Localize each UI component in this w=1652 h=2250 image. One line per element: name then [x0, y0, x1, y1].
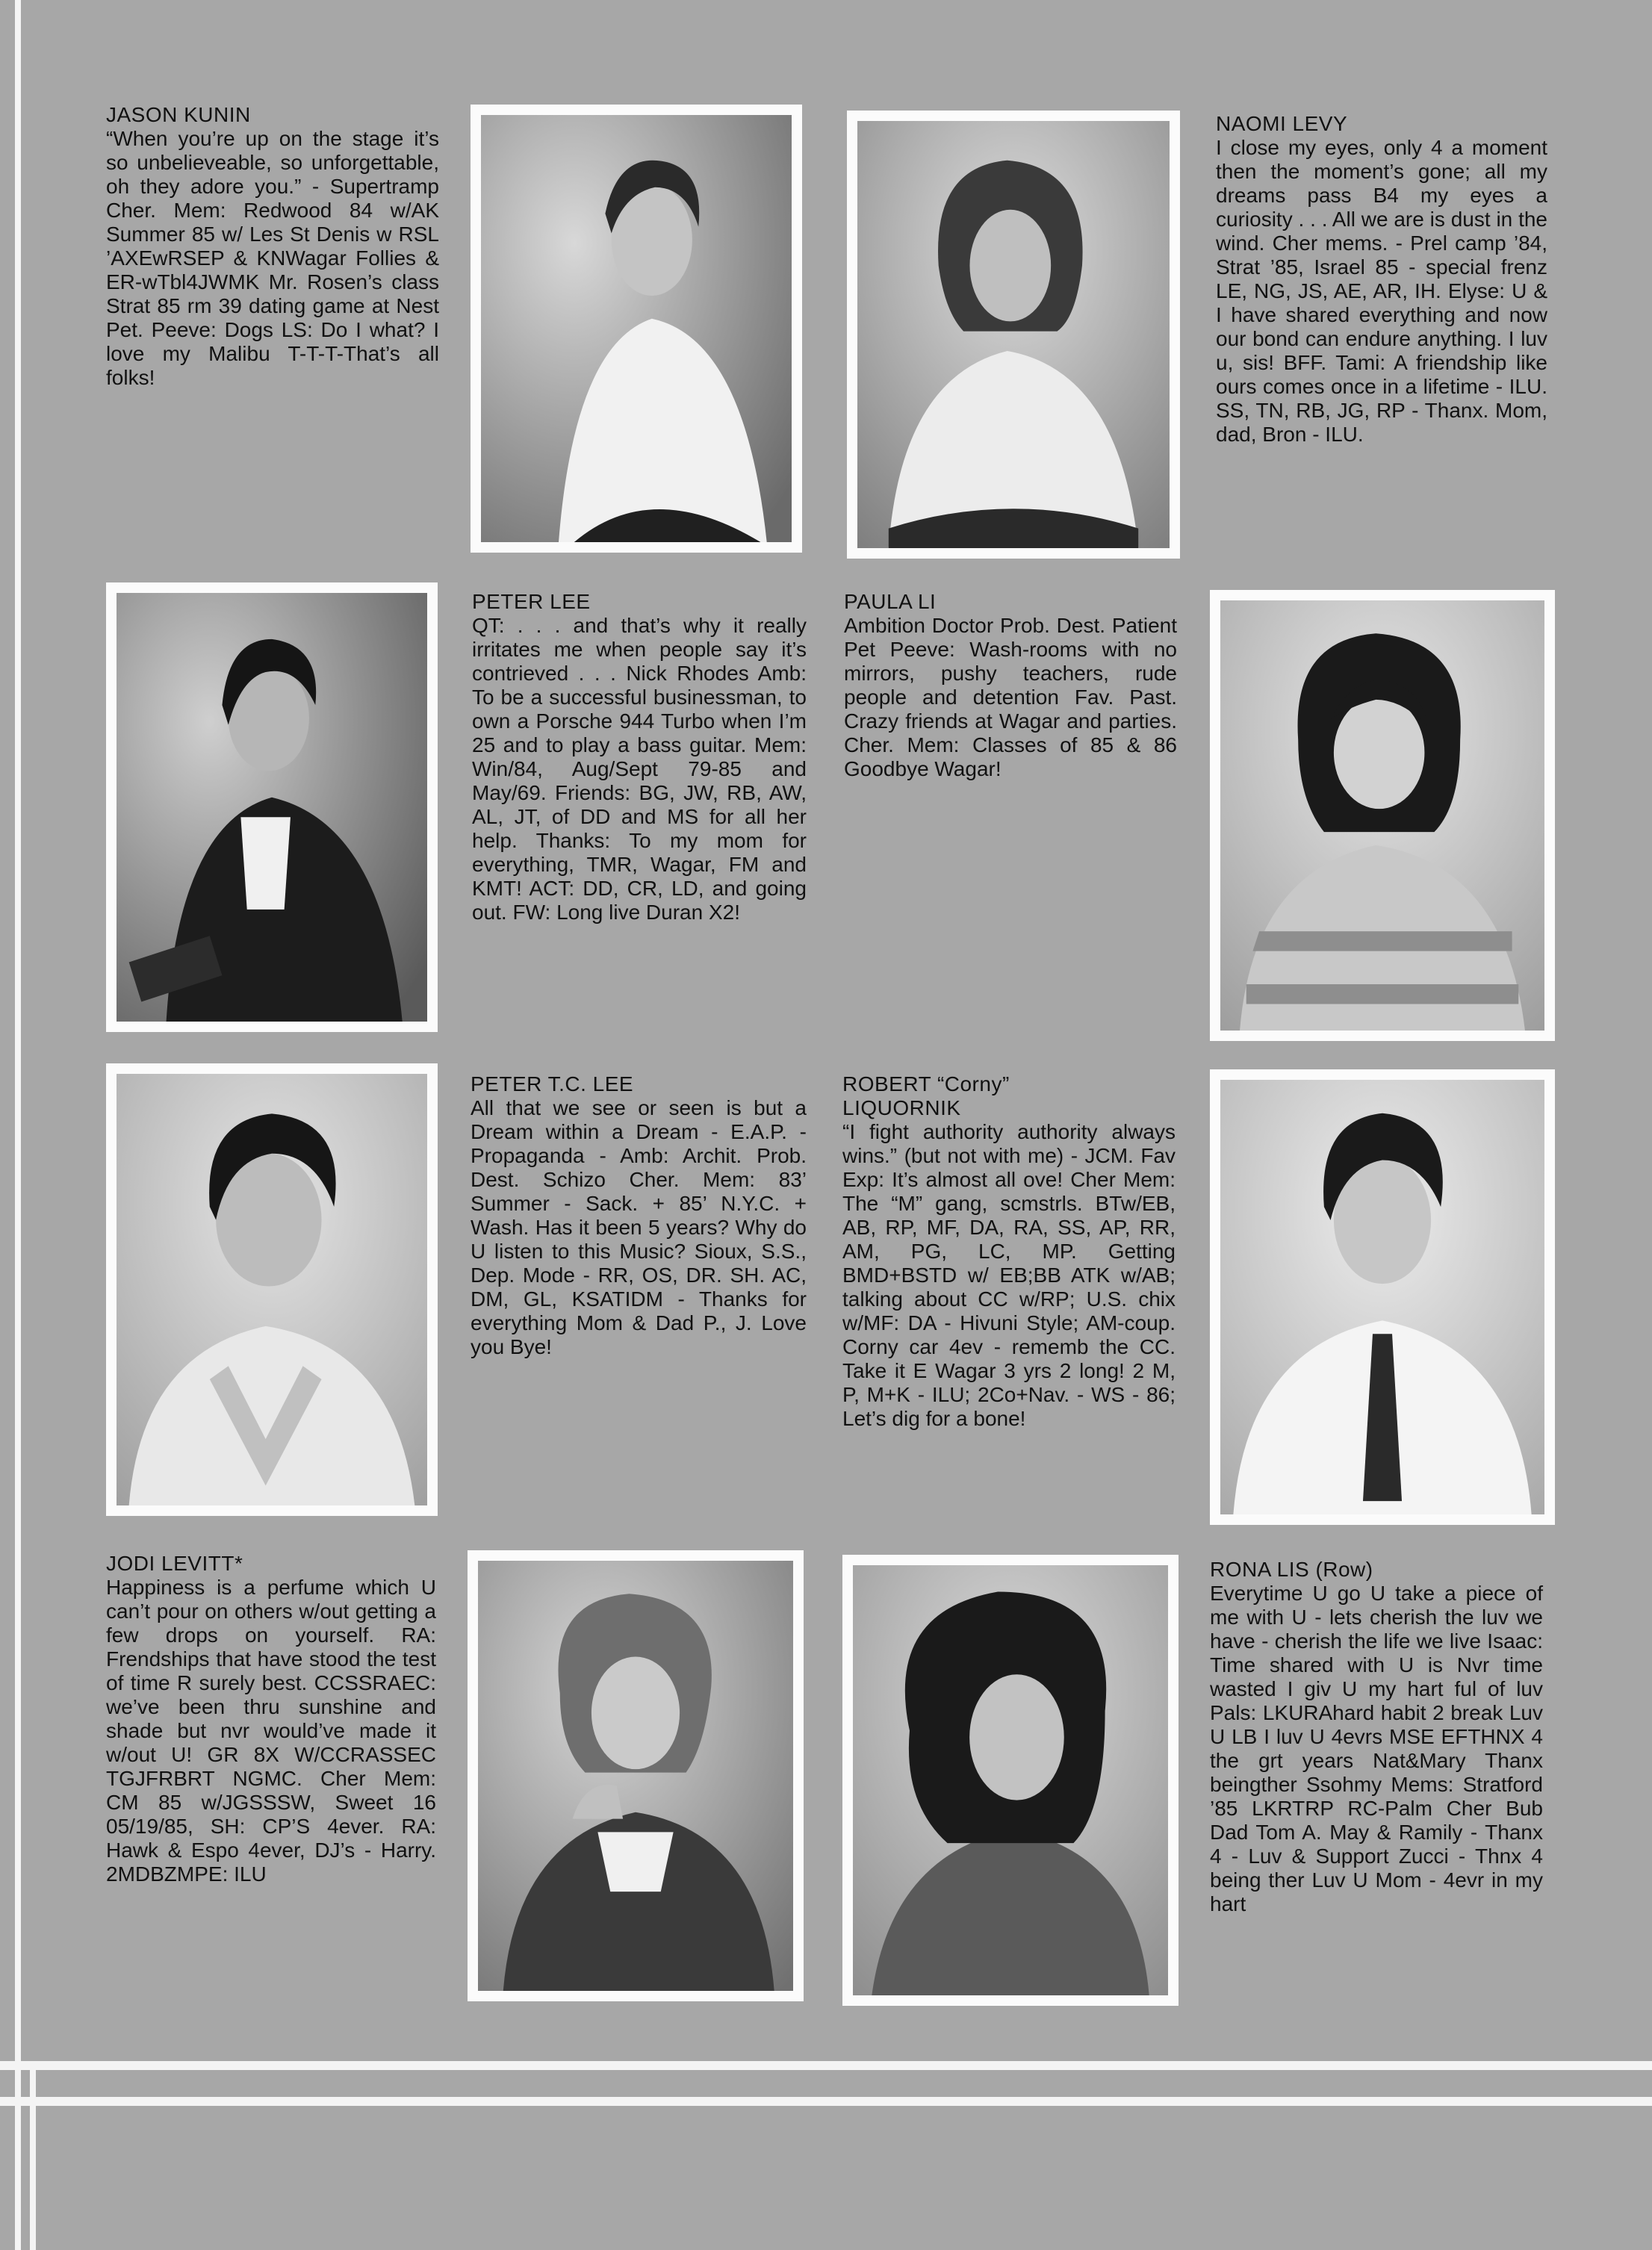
portrait-image	[481, 115, 792, 542]
student-name: JODI LEVITT*	[106, 1552, 243, 1575]
student-photo-naomi-levy	[847, 111, 1180, 559]
footer-rule-top	[0, 2061, 1652, 2070]
student-name: JASON KUNIN	[106, 103, 251, 126]
student-quote: Happiness is a perfume which U can’t pour on others w/out getting a few drops on yourself. RA: Frendships that have stood the test of time R surely best. CCSSRAEC: we’ve been thru sunshine and shade but nvr would’ve made it w/out U! GR 8X W/CCRASSEC TGJFRBRT NGMC. Cher Mem: CM 85 w/JGSSSW, Sweet 16 05/19/85, SH: CP’S 4ever. RA: Hawk & Espo 4ever, DJ’s - Harry. 2MDBZMPE: ILU	[106, 1576, 436, 1886]
left-border-rule	[15, 0, 21, 2250]
student-photo-peter-tc-lee	[106, 1063, 438, 1516]
student-name: ROBERT “Corny” LIQUORNIK	[842, 1072, 1010, 1119]
student-photo-peter-lee	[106, 582, 438, 1032]
student-bio-peter-tc-lee	[471, 1072, 807, 1359]
student-name: PETER LEE	[472, 590, 591, 613]
student-quote: All that we see or seen is but a Dream within a Dream - E.A.P. - Propaganda - Amb: Archit. Prob. Dest. Schizo Cher. Mem: 83’ Summer - Sack. + 85’ N.Y.C. + Wash. Has it been 5 years? Why do U listen to this Music? Sioux, S.S., Dep. Mode - RR, OS, DR. SH. AC, DM, GL, KSATIDM - Thanks for everything Mom & Dad P., J. Love you Bye!	[471, 1096, 807, 1358]
portrait-image	[853, 1565, 1168, 1995]
student-photo-paula-li	[1210, 590, 1555, 1041]
student-bio-rona-lis	[1210, 1558, 1543, 1916]
student-quote: Ambition Doctor Prob. Dest. Patient Pet Peeve: Wash-rooms with no mirrors, pushy teachers, rude people and detention Fav. Past. Crazy friends at Wagar and parties. Cher. Mem: Classes of 85 & 86 Goodbye Wagar!	[844, 614, 1177, 780]
portrait-image	[478, 1561, 793, 1991]
student-quote: “When you’re up on the stage it’s so unbelieveable, so unforgettable, oh they adore you.” - Supertramp Cher. Mem: Redwood 84 w/AK Summer 85 w/ Les St Denis w RSL ’AXEwRSEP & KNWagar Follies & ER-wTbl4JWMK Mr. Rosen’s class Strat 85 rm 39 dating game at Nest Pet. Peeve: Dogs LS: Do I what? I love my Malibu T-T-T-That’s all folks!	[106, 127, 439, 389]
student-quote: “I fight authority authority always wins.” (but not with me) - JCM. Fav Exp: It’s almost all ove! Cher Mem: The “M” gang, scmstrls. BTw/EB, AB, RP, MF, DA, RA, SS, AP, RR, AM, PG, LC, MP. Getting BMD+BSTD w/ EB;BB ATK w/AB; talking about CC w/RP; U.S. chix w/MF: DA - Hivuni Style; AM-coup. Corny car 4ev - rememb the CC. Take it E Wagar 3 yrs 2 long! 2 M, P, M+K - ILU; 2Co+Nav. - WS - 86; Let’s dig for a bone!	[842, 1120, 1176, 1430]
student-name: NAOMI LEVY	[1216, 112, 1348, 135]
student-quote: QT: . . . and that’s why it really irritates me when people say it’s contrieved . . . Nick Rhodes Amb: To be a successful businessman, to own a Porsche 944 Turbo when I’m 25 and to play a bass guitar. Mem: Win/84, Aug/Sept 79-85 and May/69. Friends: BG, JW, RB, AW, AL, JT, of DD and MS for all her help. Thanks: To my mom for everything, TMR, Wagar, FM and KMT! ACT: DD, CR, LD, and going out. FW: Long live Duran X2!	[472, 614, 807, 924]
student-photo-jason-kunin	[471, 105, 802, 553]
portrait-image	[857, 121, 1170, 548]
student-quote: Everytime U go U take a piece of me with U - lets cherish the luv we have - cherish the life we live Isaac: Time shared with U is Nvr time wasted I giv U my hart ful of luv Pals: LKURAhard habit 2 break Luv U LB I luv U 4evrs MSE EFTHNX 4 the grt years Nat&Mary Thanx beingther Ssohmy Mems: Stratford ’85 LKRTRP RC-Palm Cher Bub Dad Tom A. May & Ramily - Thanx 4 - Luv & Support Zucci - Thnx 4 being ther Luv U Mom - 4evr in my hart	[1210, 1582, 1543, 1915]
student-name: PAULA LI	[844, 590, 937, 613]
student-bio-jodi-levitt	[106, 1552, 436, 1886]
left-border-rule-lower	[30, 2061, 36, 2250]
student-photo-robert-liquornik	[1210, 1069, 1555, 1525]
student-bio-paula-li	[844, 590, 1177, 781]
student-photo-jodi-levitt	[468, 1550, 804, 2001]
student-name: RONA LIS (Row)	[1210, 1558, 1373, 1581]
student-name: PETER T.C. LEE	[471, 1072, 634, 1096]
student-quote: I close my eyes, only 4 a moment then the moment’s gone; all my dreams pass B4 my eyes a curiosity . . . All we are is dust in the wind. Cher mems. - Prel camp ’84, Strat ’85, Israel 85 - special frenz LE, NG, JS, AE, AR, IH. Elyse: U & I have shared everything and now our bond can endure anything. I luv u, sis! BFF. Tami: A friendship like ours comes once in a lifetime - ILU. SS, TN, RB, JG, RP - Thanx. Mom, dad, Bron - ILU.	[1216, 136, 1547, 446]
student-bio-naomi-levy	[1216, 112, 1547, 447]
student-bio-jason-kunin	[106, 103, 439, 390]
student-bio-peter-lee	[472, 590, 807, 924]
portrait-image	[1220, 600, 1544, 1031]
portrait-image	[117, 593, 427, 1022]
student-photo-rona-lis	[842, 1555, 1179, 2006]
footer-rule-bottom	[0, 2097, 1652, 2106]
portrait-image	[117, 1074, 427, 1505]
student-bio-robert-liquornik	[842, 1072, 1176, 1431]
portrait-image	[1220, 1080, 1544, 1514]
